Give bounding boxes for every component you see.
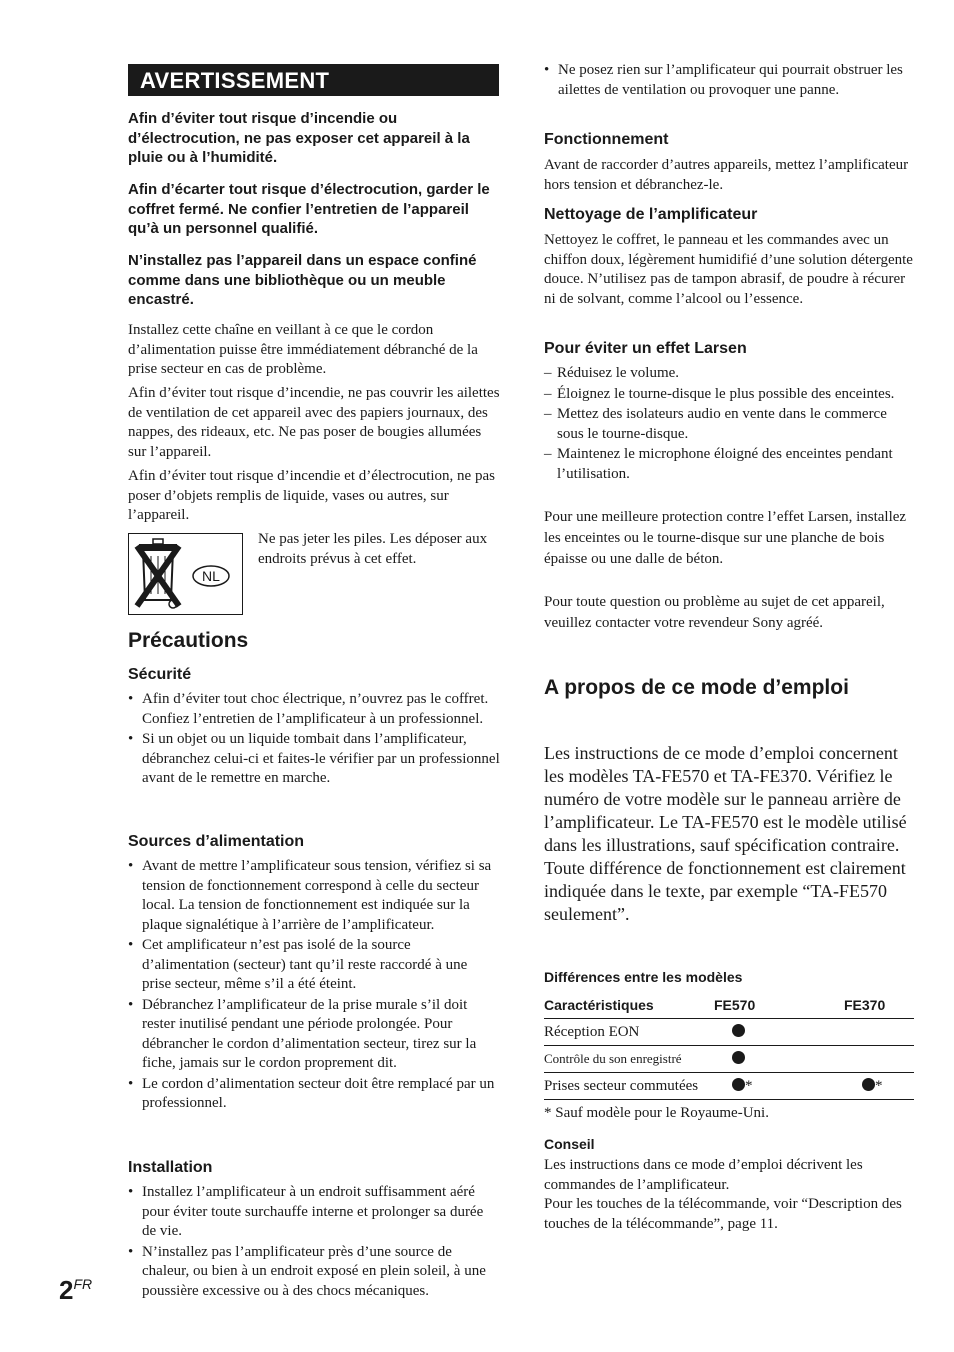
installation-heading: Installation	[128, 1159, 213, 1176]
list-item: • Installez l’amplificateur à un endroit suffisamment aéré pour éviter toute surchauffe interne et prolonger sa durée de vie.	[128, 1183, 500, 1242]
larsen-heading: Pour éviter un effet Larsen	[544, 340, 747, 357]
list-item: • Si un objet ou un liquide tombait dans l’amplificateur, débranchez celui-ci et faites-le vérifier par un professionnel avant de le remettre en marche.	[128, 730, 500, 789]
nl-badge-label: NL	[202, 568, 220, 584]
fe570-cell	[714, 1019, 844, 1046]
fe370-cell	[844, 1046, 914, 1073]
dot-icon	[862, 1078, 875, 1091]
column-header: FE370	[844, 992, 914, 1019]
list-item: • Débranchez l’amplificateur de la prise murale s’il doit rester inutilisé pendant une période prolongée. Pour débrancher le cordon d’alimentation secteur, tirez sur la fiche, jamais sur le cordon proprement dit.	[128, 996, 500, 1074]
conseil-text-2: Pour les touches de la télécommande, voir “Description des touches de la télécommande”, page 11.	[544, 1196, 902, 1232]
installation-list-cont	[544, 61, 916, 101]
list-item: • Avant de mettre l’amplificateur sous tension, vérifiez si sa tension de fonctionnement correspond à celle du secteur local. La tension de fonctionnement est indiquée sur la plaque signalétique à l’arrière de l’amplificateur.	[128, 857, 500, 935]
list-item: • Le cordon d’alimentation secteur doit être remplacé par un professionnel.	[128, 1075, 500, 1114]
table-row	[544, 1046, 914, 1073]
dot-icon	[732, 1051, 745, 1064]
conseil-heading: Conseil	[544, 1136, 595, 1152]
warning-paragraph-2: Afin d’éviter tout risque d’incendie, ne pas couvrir les ailettes de ventilation de cet appareil avec des papiers journaux, des nappes, des rideaux, etc. Ne pas poser de bougies allumées sur l’appareil.	[128, 385, 500, 460]
warning-paragraph-3: Afin d’éviter tout risque d’incendie et d’électrocution, ne pas poser d’objets remplis de liquide, vases ou autres, sur l’appareil.	[128, 468, 495, 523]
list-item: • Afin d’éviter tout choc électrique, n’ouvrez pas le coffret. Confiez l’entretien de l’amplificateur à un professionnel.	[128, 690, 500, 729]
table-row	[544, 1019, 914, 1046]
feature-label: Réception EON	[544, 1019, 714, 1046]
apropos-text: Les instructions de ce mode d’emploi concernent les modèles TA-FE570 et TA-FE370. Vérifiez le numéro de votre modèle sur le panneau arrière de l’amplificateur. Le TA-FE570 est le modèle utilisé dans les illustrations, sauf spécification contraire. Toute différence de fonctionnement est clairement indiquée dans le texte, par exemple “TA-FE570 seulement”.	[544, 743, 907, 924]
list-item: – Maintenez le microphone éloigné des enceintes pendant l’utilisation.	[544, 445, 916, 484]
installation-list	[128, 1183, 500, 1302]
list-item: • N’installez pas l’amplificateur près d’une source de chaleur, ou bien à un endroit exposé en plein soleil, à une poussière excessive ou à des chocs mécaniques.	[128, 1243, 500, 1302]
list-item: – Réduisez le volume.	[544, 364, 916, 384]
models-table	[544, 992, 914, 1100]
fe370-cell: *	[844, 1073, 914, 1100]
warning-paragraph-1: Installez cette chaîne en veillant à ce que le cordon d’alimentation puisse être immédiatement débranché de la prise secteur en cas de problème.	[128, 322, 478, 377]
precautions-heading: Précautions	[128, 629, 249, 652]
nettoyage-heading: Nettoyage de l’amplificateur	[544, 206, 758, 223]
contact-text: Pour toute question ou problème au sujet de cet appareil, veuillez contacter votre revendeur Sony agréé.	[544, 594, 885, 631]
table-row	[544, 1073, 914, 1100]
column-header: Caractéristiques	[544, 992, 714, 1019]
feature-label: Prises secteur commutées	[544, 1073, 714, 1100]
warning-bold-1: Afin d’éviter tout risque d’incendie ou d’électrocution, ne pas exposer cet appareil à la pluie ou à l’humidité.	[128, 110, 470, 166]
table-heading: Différences entre les modèles	[544, 969, 743, 985]
column-header: FE570	[714, 992, 844, 1019]
list-item: • Ne posez rien sur l’amplificateur qui pourrait obstruer les ailettes de ventilation ou provoquer une panne.	[544, 61, 916, 100]
list-item: – Éloignez le tourne-disque le plus possible des enceintes.	[544, 385, 916, 405]
feature-label: Contrôle du son enregistré	[544, 1046, 714, 1073]
table-footnote: * Sauf modèle pour le Royaume-Uni.	[544, 1105, 769, 1121]
larsen-text: Pour une meilleure protection contre l’effet Larsen, installez les enceintes ou le tourne-disque sur une planche de bois épaisse ou une dalle de béton.	[544, 509, 907, 567]
fonctionnement-text: Avant de raccorder d’autres appareils, mettez l’amplificateur hors tension et débranchez-le.	[544, 157, 909, 193]
warning-bold-2: Afin d’écarter tout risque d’électrocution, garder le coffret fermé. Ne confier l’entretien de l’appareil qu’à un personnel qualifié.	[128, 181, 490, 237]
warning-bold-3: N’installez pas l’appareil dans un espace confiné comme dans une bibliothèque ou un meuble encastré.	[128, 252, 477, 308]
battery-text: Ne pas jeter les piles. Les déposer aux endroits prévus à cet effet.	[258, 531, 488, 567]
fe570-cell	[714, 1046, 844, 1073]
apropos-heading: A propos de ce mode d’emploi	[544, 676, 849, 699]
list-item: – Mettez des isolateurs audio en vente dans le commerce sous le tourne-disque.	[544, 405, 916, 444]
securite-heading: Sécurité	[128, 666, 192, 683]
fe570-cell: *	[714, 1073, 844, 1100]
sources-list	[128, 857, 500, 1115]
list-item: • Cet amplificateur n’est pas isolé de la source d’alimentation (secteur) tant qu’il reste raccordé à une prise secteur, même s’il a été éteint.	[128, 936, 500, 995]
sources-heading: Sources d’alimentation	[128, 833, 305, 850]
larsen-list	[544, 364, 916, 485]
fonctionnement-heading: Fonctionnement	[544, 131, 669, 148]
dot-icon	[732, 1078, 745, 1091]
nettoyage-text: Nettoyez le coffret, le panneau et les commandes avec un chiffon doux, légèrement humidifié d’une solution détergente douce. N’utilisez pas de tampon abrasif, de poudre à récurer ni de solvant, comme l’alcool ou l’essence.	[544, 232, 913, 307]
dot-icon	[732, 1024, 745, 1037]
page-number: $2^{FR}$	[59, 1275, 93, 1305]
fe370-cell	[844, 1019, 914, 1046]
avertissement-title: AVERTISSEMENT	[128, 64, 499, 96]
conseil-text-1: Les instructions dans ce mode d’emploi décrivent les commandes de l’amplificateur.	[544, 1157, 863, 1193]
battery-disposal-symbol	[128, 533, 243, 615]
table-header-row	[544, 992, 914, 1019]
crossed-bin-icon	[129, 534, 241, 613]
securite-list	[128, 690, 500, 790]
